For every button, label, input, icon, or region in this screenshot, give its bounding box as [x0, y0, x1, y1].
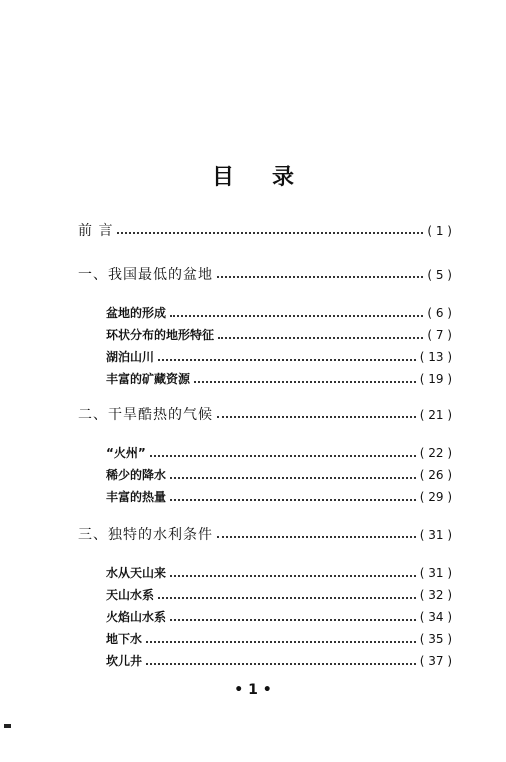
- dot-leader: [117, 232, 423, 234]
- toc-section: [106, 608, 452, 625]
- toc-section: [106, 304, 452, 321]
- chapter-label: 一、我国最低的盆地: [78, 267, 213, 283]
- toc-entry-preface: [78, 220, 452, 240]
- dot-leader: [217, 276, 423, 278]
- section-page: ( 26 ): [419, 468, 452, 482]
- section-label: 地下水: [106, 632, 143, 646]
- section-page: ( 19 ): [419, 372, 452, 386]
- section-label: 稀少的降水: [106, 468, 167, 482]
- dot-leader: [158, 597, 416, 599]
- toc-chapter: [78, 404, 452, 424]
- section-label: 水从天山来: [106, 566, 167, 580]
- entry-page: ( 1 ): [427, 224, 452, 238]
- dot-leader: [146, 663, 416, 665]
- chapter-label: 二、干旱酷热的气候: [78, 407, 213, 423]
- dot-leader: [158, 359, 416, 361]
- toc-section: [106, 652, 452, 669]
- section-page: ( 7 ): [427, 328, 452, 342]
- toc-section: [106, 326, 452, 343]
- dot-leader: [217, 416, 416, 418]
- section-label: 坎儿井: [106, 654, 143, 668]
- chapter-page: ( 21 ): [419, 408, 452, 422]
- toc-section: [106, 370, 452, 387]
- chapter-page: ( 5 ): [427, 268, 452, 282]
- section-label: 火焰山水系: [106, 610, 167, 624]
- scan-artifact: [4, 724, 11, 728]
- chapter-label: 三、独特的水利条件: [78, 527, 213, 543]
- section-page: ( 6 ): [427, 306, 452, 320]
- dot-leader: [194, 381, 416, 383]
- section-page: ( 34 ): [419, 610, 452, 624]
- dot-leader: [170, 619, 416, 621]
- section-page: ( 31 ): [419, 566, 452, 580]
- section-page: ( 35 ): [419, 632, 452, 646]
- dot-leader: [170, 575, 416, 577]
- section-label: 天山水系: [106, 588, 155, 602]
- toc-section: [106, 586, 452, 603]
- chapter-page: ( 31 ): [419, 528, 452, 542]
- section-page: ( 32 ): [419, 588, 452, 602]
- toc-chapter: [78, 264, 452, 284]
- section-label: 湖泊山川: [106, 350, 155, 364]
- dot-leader: [150, 455, 416, 457]
- section-label: “火州”: [106, 446, 146, 460]
- section-page: ( 37 ): [419, 654, 452, 668]
- section-label: 丰富的矿藏资源: [106, 372, 191, 386]
- dot-leader: [217, 536, 416, 538]
- toc-section: [106, 348, 452, 365]
- dot-leader: [170, 499, 416, 501]
- toc-section: [106, 466, 452, 483]
- page-number: • 1 •: [234, 682, 272, 698]
- dot-leader: [170, 315, 423, 317]
- entry-label: 前 言: [78, 223, 114, 239]
- dot-leader: [146, 641, 416, 643]
- toc-section: [106, 488, 452, 505]
- dot-leader: [218, 337, 423, 339]
- section-page: ( 22 ): [419, 446, 452, 460]
- toc-chapter: [78, 524, 452, 544]
- toc-section: [106, 444, 452, 461]
- section-page: ( 29 ): [419, 490, 452, 504]
- dot-leader: [170, 477, 416, 479]
- toc-section: [106, 630, 452, 647]
- toc-section: [106, 564, 452, 581]
- section-label: 丰富的热量: [106, 490, 167, 504]
- section-label: 盆地的形成: [106, 306, 167, 320]
- section-label: 环状分布的地形特征: [106, 328, 215, 342]
- page-title: 目录: [211, 165, 332, 190]
- section-page: ( 13 ): [419, 350, 452, 364]
